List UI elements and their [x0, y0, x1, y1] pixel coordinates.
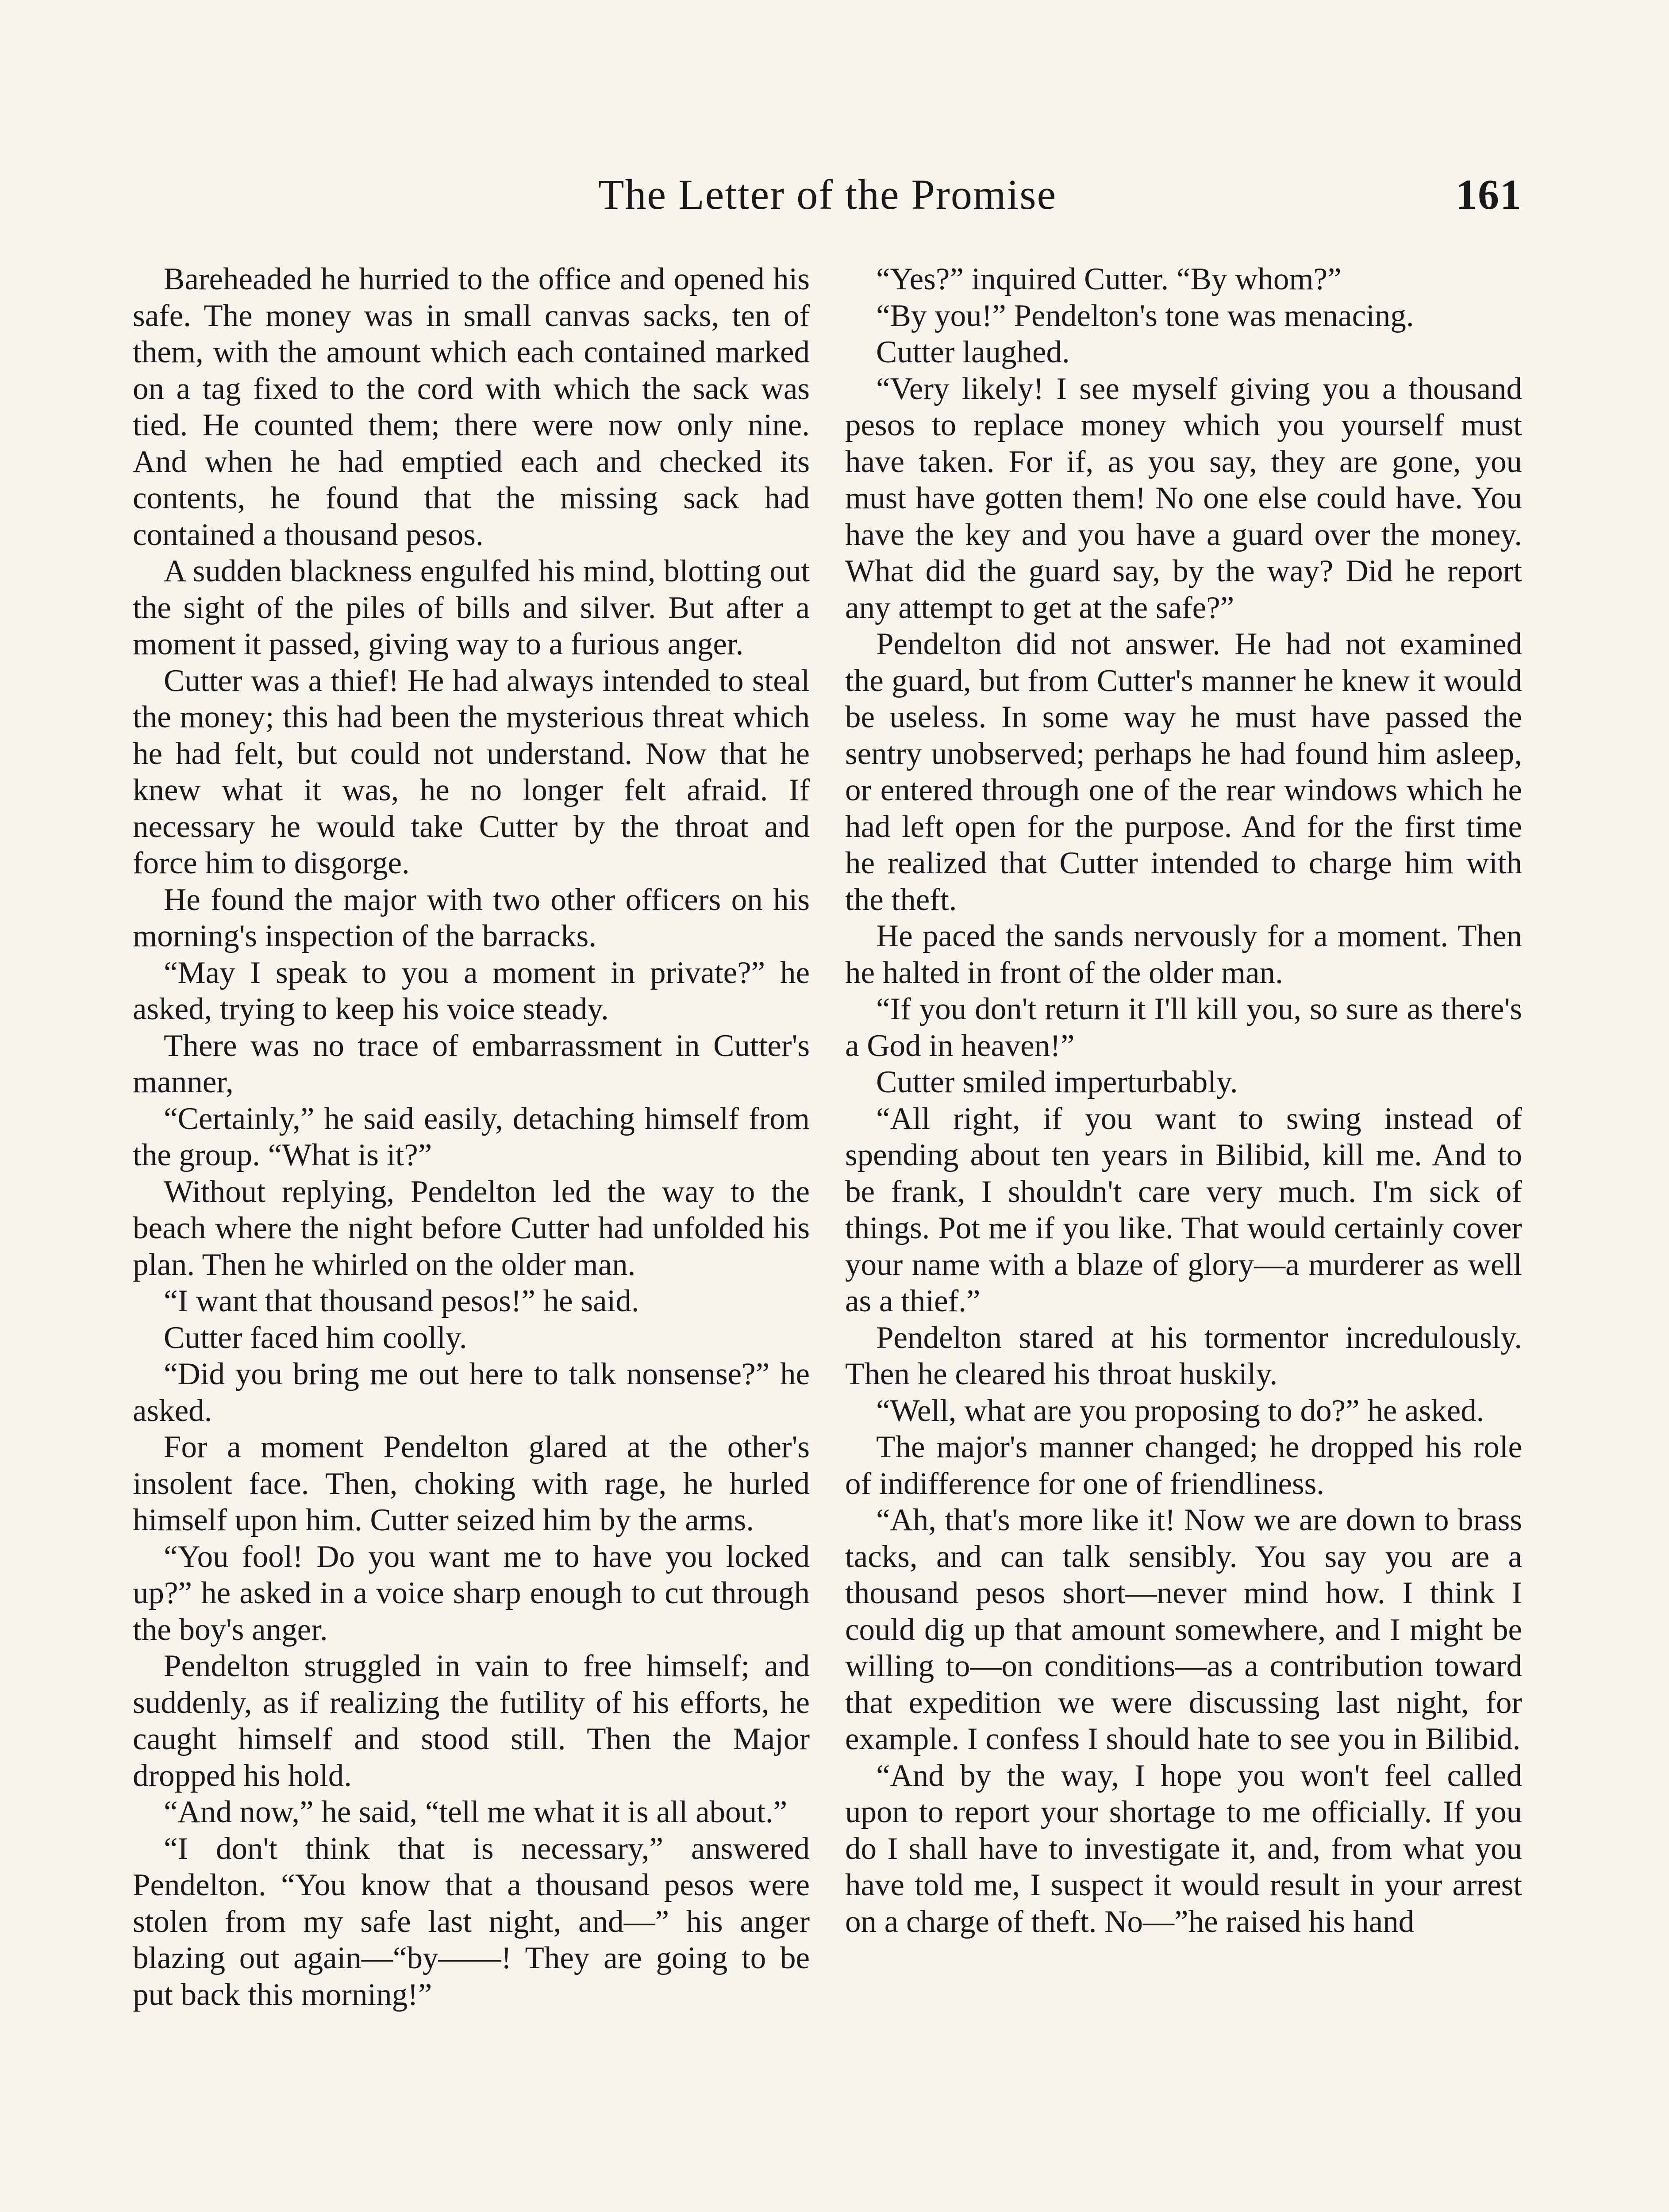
paragraph: “May I speak to you a moment in private?” he asked, trying to keep his voice steady.	[133, 955, 810, 1026]
paragraph: He found the major with two other officers on his morning's inspection of the barracks.	[133, 882, 810, 953]
running-head	[133, 168, 1522, 221]
paragraph: The major's manner changed; he dropped his role of indifference for one of friendliness.	[845, 1430, 1522, 1501]
text-columns	[133, 261, 1522, 2212]
paragraph: Pendelton struggled in vain to free himself; and suddenly, as if realizing the futility of his efforts, he caught himself and stood still. Then the Major dropped his hold.	[133, 1649, 810, 1793]
paragraph: Cutter faced him coolly.	[164, 1320, 467, 1355]
paragraph: “And by the way, I hope you won't feel called upon to report your shortage to me officially. If you do I shall have to investigate it, and, from what you have told me, I suspect it would result in your arrest on a charge of theft. No—”he raised his hand	[845, 1758, 1522, 1939]
paragraph: Pendelton did not answer. He had not examined the guard, but from Cutter's manner he knew it would be useless. In some way he must have passed the sentry unobserved; perhaps he had found him asleep, or entered through one of the rear windows which he had left open for the purpose. And for the first time he realized that Cutter intended to charge him with the theft.	[845, 627, 1522, 917]
paragraph: “Yes?” inquired Cutter. “By whom?”	[876, 262, 1342, 296]
running-title: The Letter of the Promise	[598, 171, 1057, 218]
paragraph: Cutter smiled imperturbably.	[876, 1065, 1238, 1099]
paragraph: “I don't think that is necessary,” answered Pendelton. “You know that a thousand pesos were stolen from my safe last night, and—” his anger blazing out again—“by——! They are going to be put back this morning!”	[133, 1831, 810, 2012]
paragraph: Pendelton stared at his tormentor incredulously. Then he cleared his throat huskily.	[845, 1320, 1522, 1391]
paragraph: “All right, if you want to swing instead of spending about ten years in Bilibid, kill me. And to be frank, I shouldn't care very much. I'm sick of things. Pot me if you like. That would certainly cover your name with a blaze of glory—a murderer as well as a thief.”	[845, 1101, 1522, 1318]
right-column	[845, 261, 1522, 2212]
paragraph: A sudden blackness engulfed his mind, blotting out the sight of the piles of bills and silver. But after a moment it passed, giving way to a furious anger.	[133, 554, 810, 661]
paragraph: “Well, what are you proposing to do?” he asked.	[876, 1393, 1484, 1428]
paragraph: There was no trace of embarrassment in Cutter's manner,	[133, 1028, 810, 1099]
paragraph: “And now,” he said, “tell me what it is all about.”	[164, 1795, 788, 1829]
paragraph: “Certainly,” he said easily, detaching himself from the group. “What is it?”	[133, 1101, 810, 1172]
paragraph: “You fool! Do you want me to have you locked up?” he asked in a voice sharp enough to cut through the boy's anger.	[133, 1539, 810, 1647]
paragraph: “Ah, that's more like it! Now we are down to brass tacks, and can talk sensibly. You say you are a thousand pesos short—never mind how. I think I could dig up that amount somewhere, and I might be willing to—on conditions—as a contribution toward that expedition we were discussing last night, for example. I confess I should hate to see you in Bilibid.	[845, 1503, 1522, 1756]
paragraph: For a moment Pendelton glared at the other's insolent face. Then, choking with rage, he hurled himself upon him. Cutter seized him by the arms.	[133, 1430, 810, 1537]
paragraph: Cutter was a thief! He had always intended to steal the money; this had been the mysterious threat which he had felt, but could not understand. Now that he knew what it was, he no longer felt afraid. If necessary he would take Cutter by the throat and force him to disgorge.	[133, 663, 810, 880]
paragraph: “Did you bring me out here to talk nonsense?” he asked.	[133, 1357, 810, 1428]
paragraph: He paced the sands nervously for a moment. Then he halted in front of the older man.	[845, 919, 1522, 990]
paragraph: “Very likely! I see myself giving you a thousand pesos to replace money which you yourself must have taken. For if, as you say, they are gone, you must have gotten them! No one else could have. You have the key and you have a guard over the money. What did the guard say, by the way? Did he report any attempt to get at the safe?”	[845, 371, 1522, 625]
page-number: 161	[1456, 171, 1522, 218]
paragraph: “By you!” Pendelton's tone was menacing.	[876, 298, 1414, 333]
left-column	[133, 261, 810, 2212]
paragraph: Cutter laughed.	[876, 335, 1070, 369]
paragraph: “If you don't return it I'll kill you, so sure as there's a God in heaven!”	[845, 992, 1522, 1063]
paragraph: Bareheaded he hurried to the office and opened his safe. The money was in small canvas sacks, ten of them, with the amount which each contained marked on a tag fixed to the cord with which the sack was tied. He counted them; there were now only nine. And when he had emptied each and checked its contents, he found that the missing sack had contained a thousand pesos.	[133, 262, 810, 552]
paragraph: “I want that thousand pesos!” he said.	[164, 1284, 639, 1318]
paragraph: Without replying, Pendelton led the way to the beach where the night before Cutter had unfolded his plan. Then he whirled on the older man.	[133, 1174, 810, 1282]
